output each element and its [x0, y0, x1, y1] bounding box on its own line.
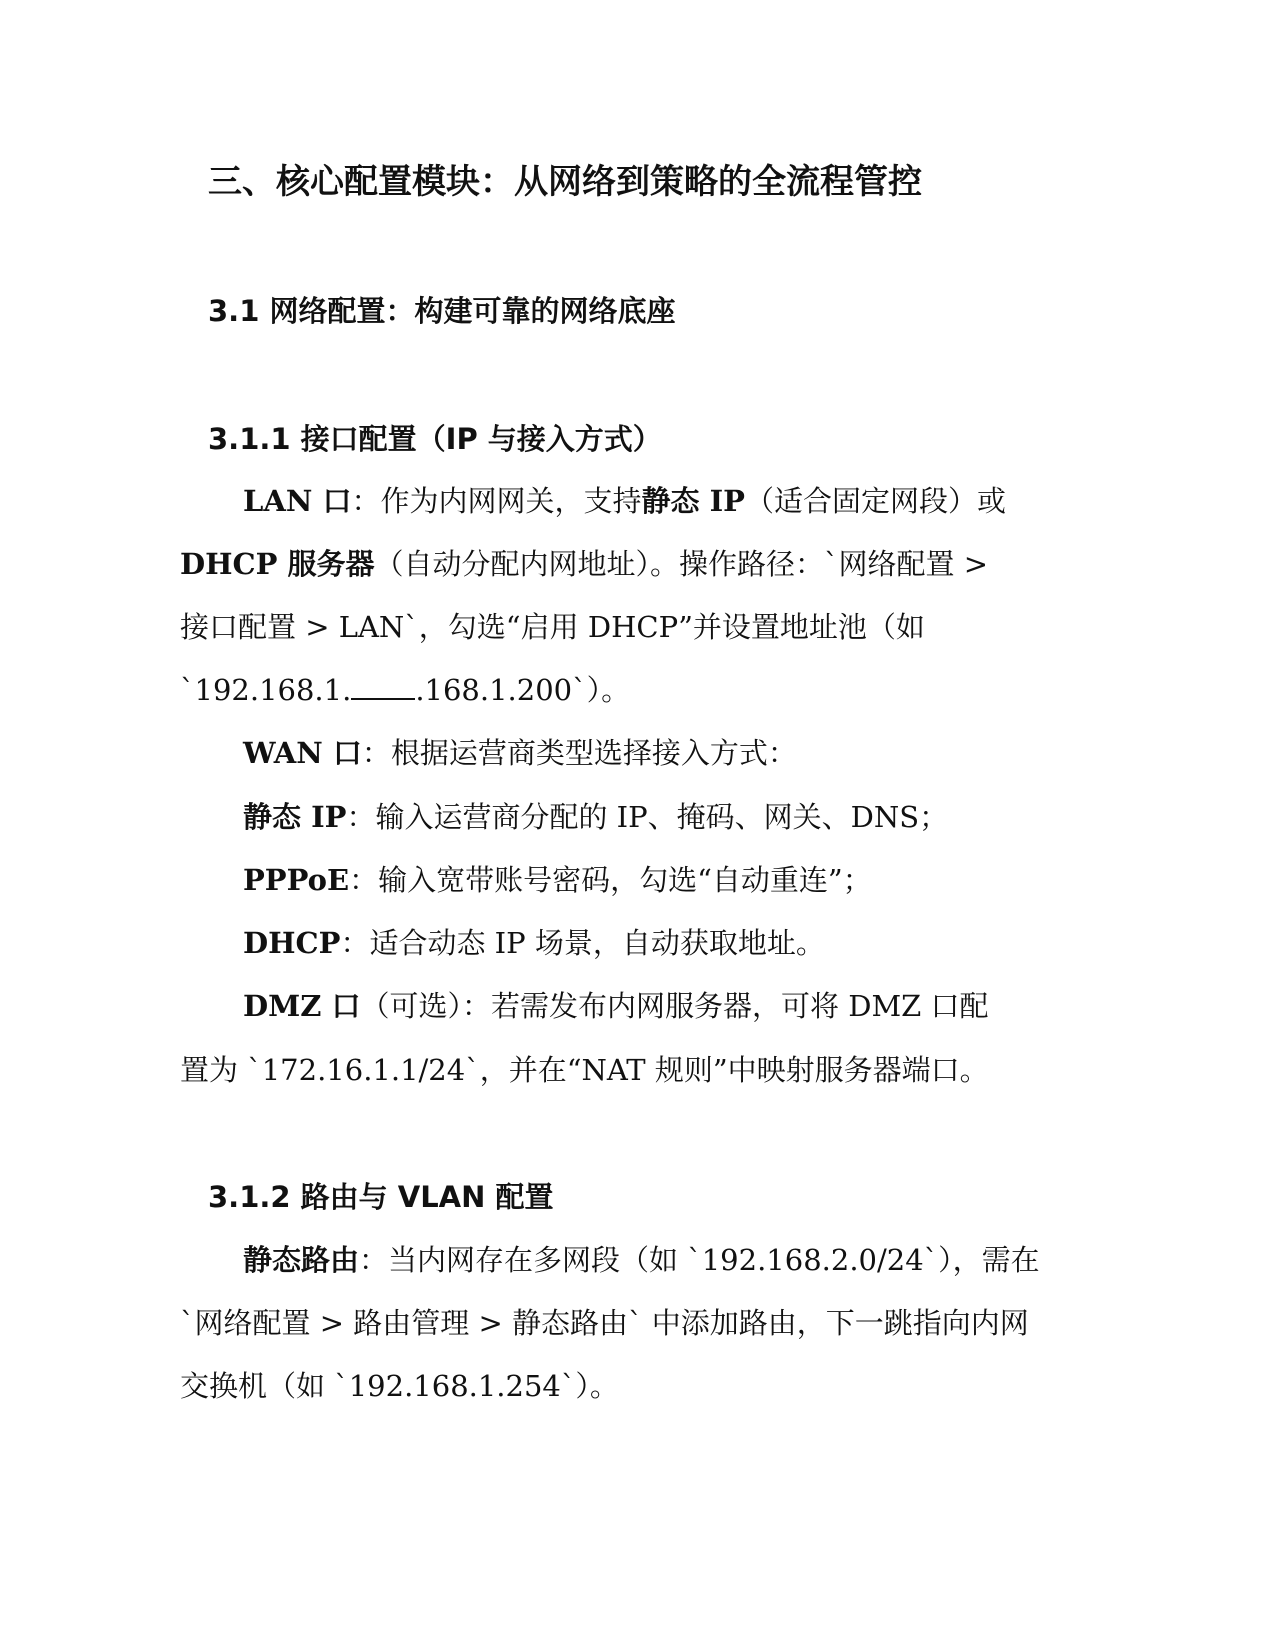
static-route-line-3: 交换机（如 `192.168.1.254`）。 — [180, 1369, 619, 1403]
lan-static-ip: 静态 IP — [641, 484, 745, 518]
pppoe-label: PPPoE — [243, 863, 350, 897]
wan-paragraph — [243, 733, 797, 773]
lan-paragraph-line-4 — [180, 670, 630, 710]
lan-text-3: （自动分配内网地址）。操作路径：`网络配置 > — [374, 547, 989, 581]
dmz-paragraph-line-1 — [243, 986, 989, 1026]
wan-label: WAN 口 — [243, 736, 362, 770]
section-3-1-2-heading: 3.1.2 路由与 VLAN 配置 — [208, 1180, 554, 1214]
lan-pool-start: `192.168.1. — [180, 673, 352, 707]
document-title: 三、核心配置模块：从网络到策略的全流程管控 — [208, 162, 922, 202]
dmz-label: DMZ 口 — [243, 989, 361, 1023]
lan-paragraph-line-3: 接口配置 > LAN`，勾选“启用 DHCP”并设置地址池（如 — [180, 610, 925, 644]
dhcp-item — [243, 923, 825, 963]
static-ip-label: 静态 IP — [243, 800, 347, 834]
lan-text-2: （适合固定网段）或 — [744, 484, 1006, 518]
section-3-1-1-heading: 3.1.1 接口配置（IP 与接入方式） — [208, 422, 662, 456]
lan-text-1: ：作为内网网关，支持 — [351, 484, 642, 518]
static-route-line-1 — [243, 1240, 1040, 1280]
blank-underline — [351, 672, 415, 700]
lan-paragraph-line-1 — [243, 481, 1006, 521]
static-route-label: 静态路由 — [243, 1243, 360, 1277]
pppoe-text: ：输入宽带账号密码，勾选“自动重连”； — [349, 863, 872, 897]
lan-paragraph-line-2 — [180, 544, 988, 584]
section-3-1-heading: 3.1 网络配置：构建可靠的网络底座 — [208, 294, 676, 328]
static-ip-text: ：输入运营商分配的 IP、掩码、网关、DNS； — [346, 800, 949, 834]
static-route-line-2: `网络配置 > 路由管理 > 静态路由` 中添加路由，下一跳指向内网 — [180, 1306, 1029, 1340]
pppoe-item — [243, 860, 872, 900]
dhcp-label: DHCP — [243, 926, 341, 960]
lan-pool-end: .168.1.200`）。 — [415, 673, 631, 707]
static-route-text-1: ：当内网存在多网段（如 `192.168.2.0/24`），需在 — [359, 1243, 1040, 1277]
lan-dhcp-server: DHCP 服务器 — [180, 547, 375, 581]
dmz-text-1: （可选）：若需发布内网服务器，可将 DMZ 口配 — [360, 989, 989, 1023]
dmz-paragraph-line-2: 置为 `172.16.1.1/24`，并在“NAT 规则”中映射服务器端口。 — [180, 1053, 989, 1087]
static-ip-item — [243, 797, 948, 837]
lan-label: LAN 口 — [243, 484, 352, 518]
dhcp-text: ：适合动态 IP 场景，自动获取地址。 — [340, 926, 825, 960]
wan-text: ：根据运营商类型选择接入方式： — [361, 736, 797, 770]
